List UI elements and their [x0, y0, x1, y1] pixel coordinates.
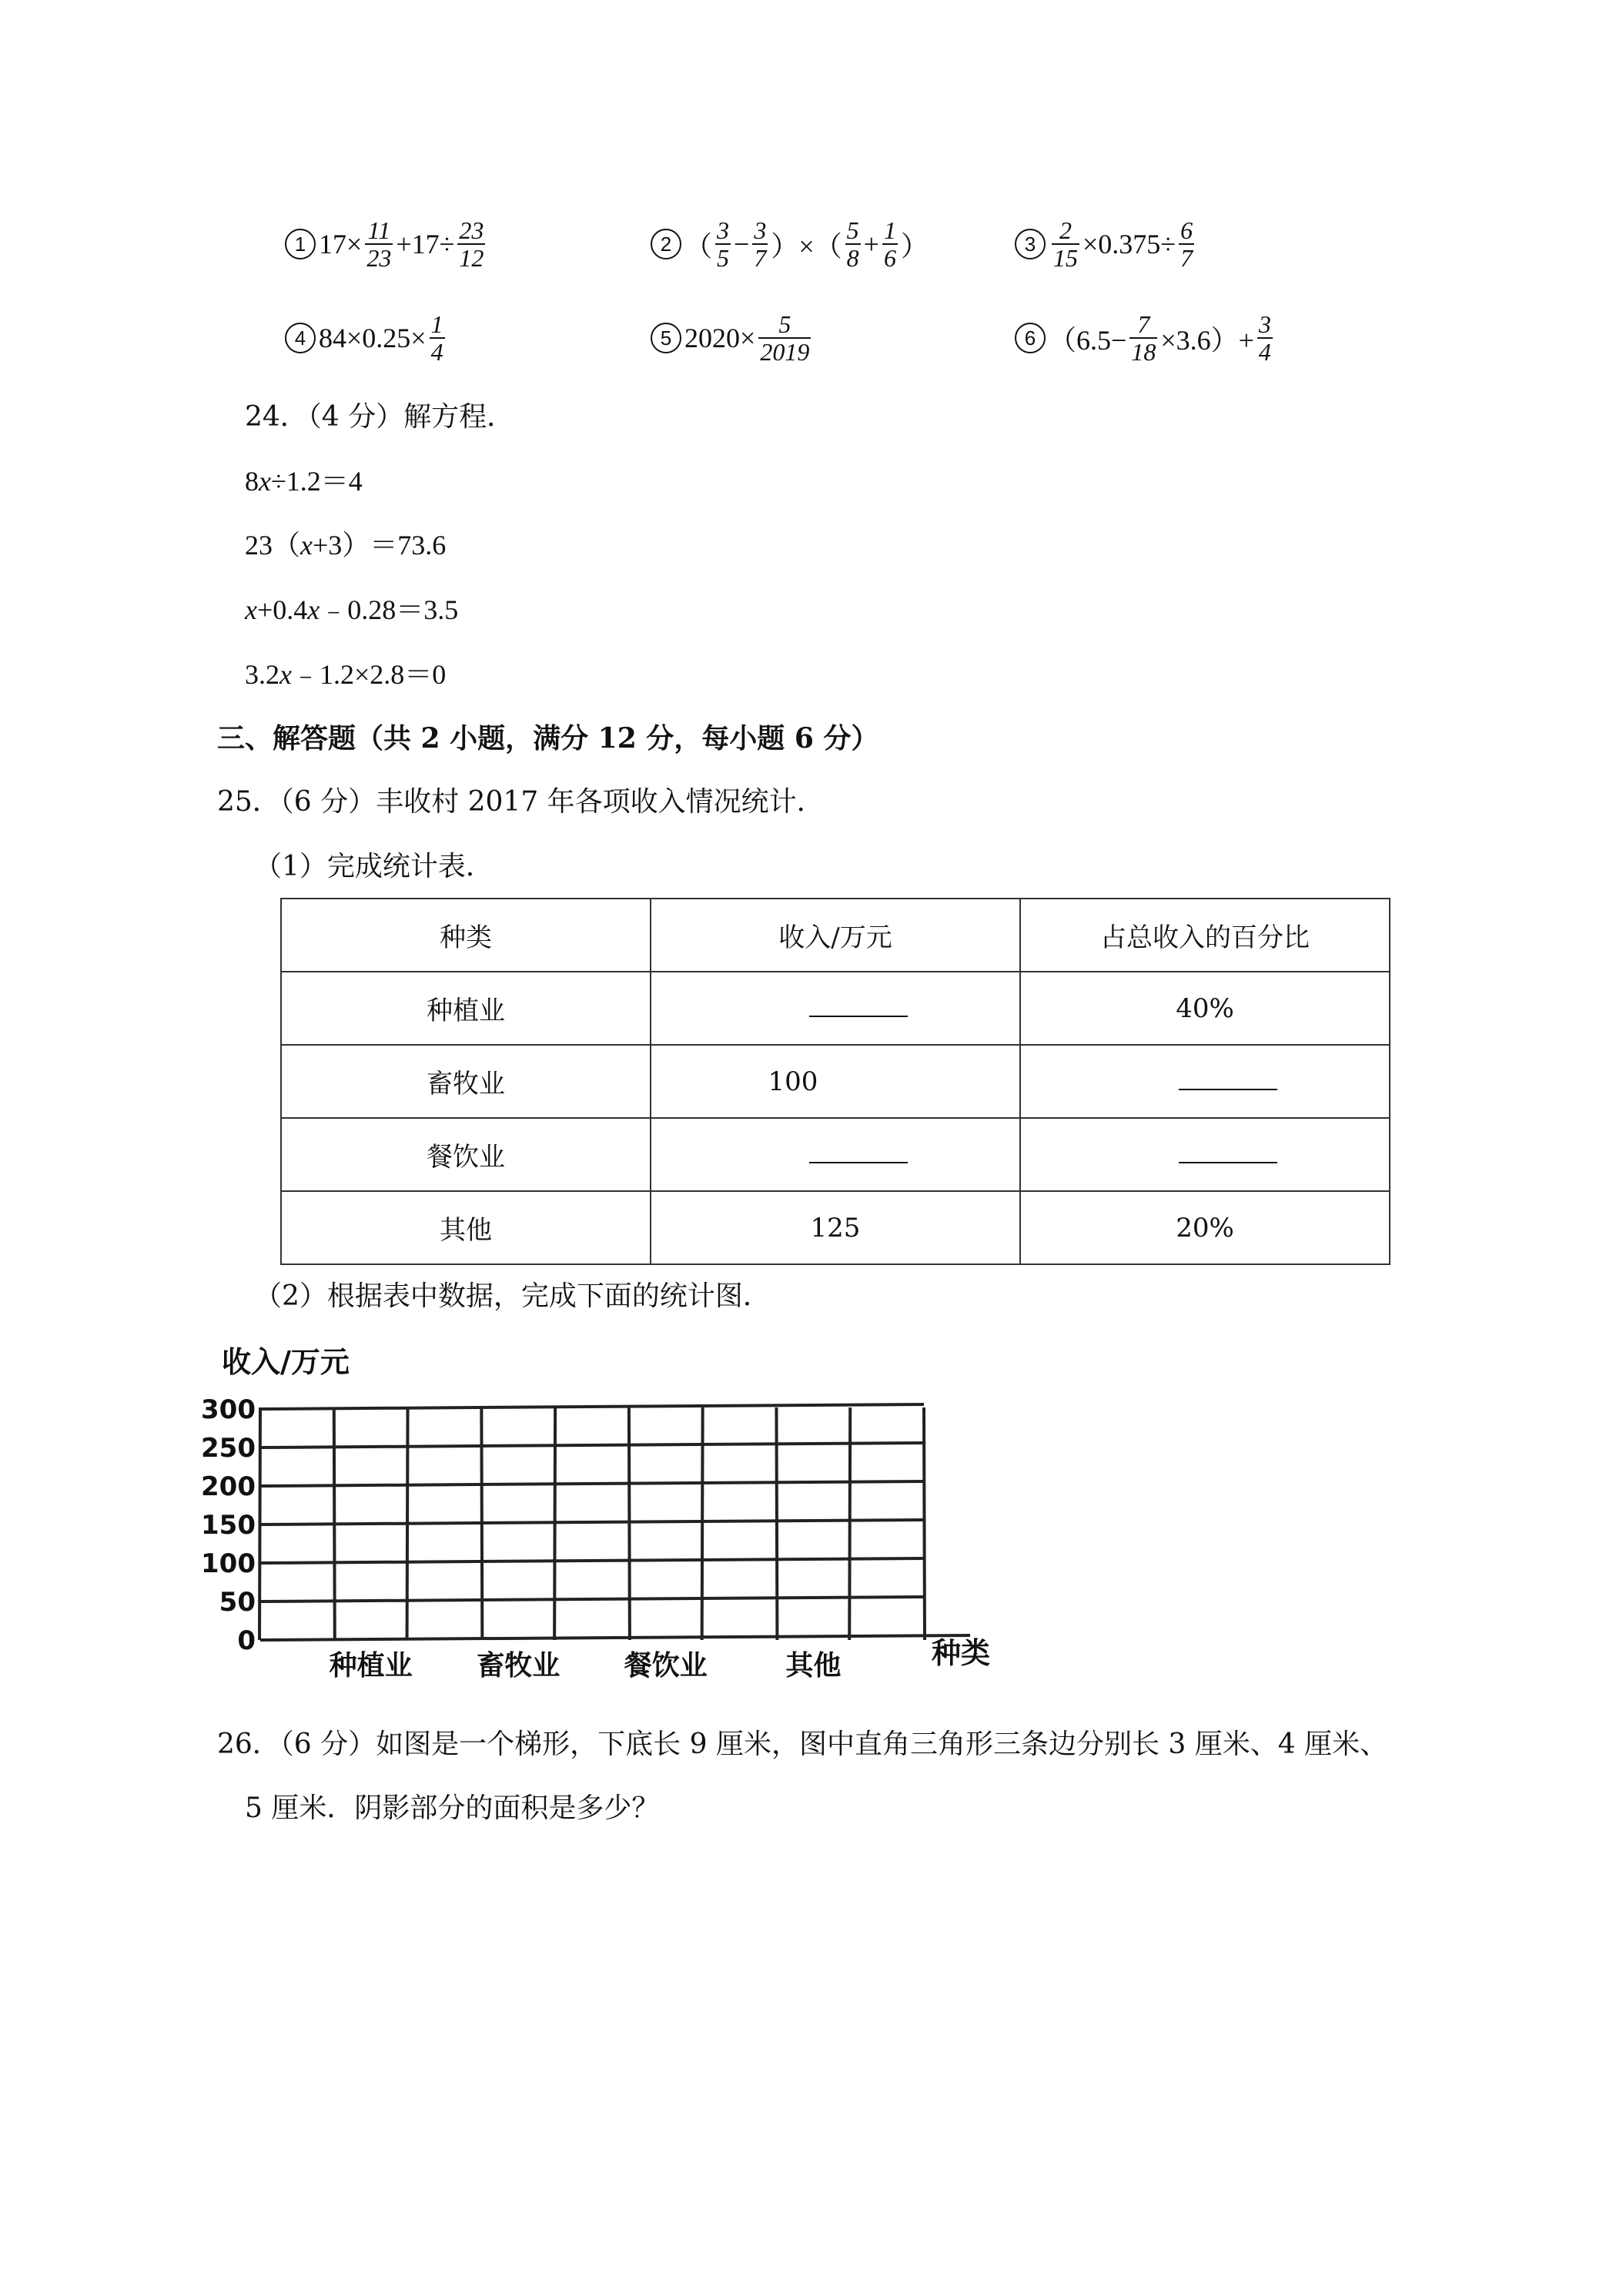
y-tick-label: 300: [201, 1394, 256, 1425]
expression-text: +: [863, 229, 879, 259]
fraction: $\frac{7}{18}$: [1131, 310, 1156, 366]
q24-equation-4: 3.2x﹣1.2×2.8＝0: [245, 659, 447, 690]
fraction: $\frac{23}{12}$: [459, 216, 484, 272]
x-axis-label: 种类: [932, 1636, 991, 1670]
expression-6: [1015, 311, 1276, 365]
q25-part2: （2）根据表中数据，完成下面的统计图．: [254, 1280, 771, 1312]
grid-line: [702, 1407, 703, 1640]
grid-line: [260, 1635, 970, 1640]
grid-line: [776, 1407, 777, 1640]
q26-line-1: 26．（6 分）如图是一个梯形，下底长 9 厘米，图中直角三角形三条边分别长 3 厘米、4 厘米、: [217, 1729, 1388, 1760]
x-category-label: 种植业: [329, 1650, 413, 1682]
item-number: 4: [285, 323, 316, 353]
income-bar-chart: [201, 1332, 1001, 1694]
fraction: $\frac{2}{15}$: [1053, 216, 1078, 272]
table-cell-blank[interactable]: [1020, 1118, 1390, 1191]
table-header: 种类: [281, 899, 651, 972]
grid-line: [407, 1407, 408, 1640]
table-row: [281, 1118, 1390, 1191]
table-cell: 其他: [281, 1191, 651, 1264]
table-row: [281, 1191, 1390, 1264]
y-tick-label: 50: [219, 1587, 256, 1618]
item-number: 3: [1015, 229, 1046, 259]
answer-blank[interactable]: [809, 1139, 908, 1163]
item-number: 5: [651, 323, 681, 353]
expression-text: （6.5−: [1049, 324, 1127, 356]
x-category-label: 其他: [785, 1650, 842, 1682]
table-row: [281, 972, 1390, 1045]
grid-line: [260, 1597, 924, 1602]
grid-line: [260, 1404, 924, 1409]
q24-equation-3: x+0.4x﹣0.28＝3.5: [245, 594, 459, 625]
q24-title: 24．（4 分）解方程．: [245, 401, 515, 433]
x-categories: [330, 1650, 842, 1682]
item-number: 6: [1015, 323, 1046, 353]
table-cell: 餐饮业: [281, 1118, 651, 1191]
grid-line: [924, 1407, 925, 1640]
expression-text: 2020×: [684, 323, 756, 353]
fraction: $\frac{5}{8}$: [846, 216, 859, 272]
expression-2: [651, 217, 929, 271]
answer-blank[interactable]: [1179, 1066, 1277, 1090]
x-category-label: 餐饮业: [624, 1650, 708, 1682]
table-cell-blank[interactable]: [651, 1118, 1020, 1191]
expression-1: [285, 217, 488, 271]
fraction: $\frac{11}{23}$: [366, 216, 392, 272]
answer-blank[interactable]: [809, 992, 908, 1017]
table-cell: 种植业: [281, 972, 651, 1045]
expression-text: ）: [900, 230, 929, 262]
table-header: 占总收入的百分比: [1020, 899, 1390, 972]
y-tick-label: 100: [201, 1548, 256, 1579]
expression-text: −: [734, 229, 750, 259]
table-cell: 125: [651, 1191, 1020, 1264]
chart-grid: [259, 1404, 970, 1640]
expression-text: ×0.375÷: [1083, 229, 1176, 259]
y-tick-label: 250: [201, 1433, 256, 1464]
grid-line: [259, 1407, 260, 1640]
expression-text: 84×0.25×: [319, 323, 427, 353]
expression-3: [1015, 217, 1197, 271]
fraction: $\frac{1}{4}$: [430, 310, 443, 366]
grid-line: [849, 1407, 850, 1640]
grid-line: [260, 1443, 924, 1448]
grid-line: [260, 1481, 924, 1486]
fraction: $\frac{3}{7}$: [754, 216, 767, 272]
table-header: 收入/万元: [651, 899, 1020, 972]
y-axis-label: 收入/万元: [222, 1345, 350, 1379]
table-cell-blank[interactable]: [651, 972, 1020, 1045]
item-number: 2: [651, 229, 681, 259]
grid-line: [481, 1407, 482, 1640]
expression-4: [285, 311, 448, 365]
expression-text: 17×: [319, 229, 363, 259]
answer-blank[interactable]: [1179, 1139, 1277, 1163]
fraction: $\frac{1}{6}$: [883, 216, 896, 272]
table-cell: 100: [651, 1045, 1020, 1118]
grid-line: [554, 1407, 555, 1640]
expression-5: [651, 311, 814, 365]
q26-line-2: 5 厘米．阴影部分的面积是多少？: [245, 1792, 660, 1824]
fraction: $\frac{6}{7}$: [1180, 216, 1193, 272]
grid-line: [629, 1407, 630, 1640]
fraction: $\frac{5}{2019}$: [760, 310, 810, 366]
x-category-label: 畜牧业: [477, 1650, 561, 1682]
table-cell: 20%: [1020, 1191, 1390, 1264]
grid-line: [334, 1407, 335, 1640]
y-tick-label: 0: [237, 1625, 256, 1656]
expression-text: ）×（: [771, 230, 842, 262]
section-heading: 三、解答题（共 2 小题，满分 12 分，每小题 6 分）: [217, 722, 879, 755]
q25-part1: （1）完成统计表．: [254, 851, 494, 882]
table-row: [281, 1045, 1390, 1118]
table-cell-blank[interactable]: [1020, 1045, 1390, 1118]
table-cell: 畜牧业: [281, 1045, 651, 1118]
grid-line: [260, 1558, 924, 1563]
expression-text: +17÷: [396, 229, 455, 259]
item-number: 1: [285, 229, 316, 259]
table-header-row: [281, 899, 1390, 972]
y-ticks: [201, 1394, 256, 1656]
y-tick-label: 150: [201, 1510, 256, 1541]
q24-equation-1: 8x÷1.2＝4: [245, 466, 363, 497]
statistics-table: [280, 898, 1390, 1265]
fraction: $\frac{3}{5}$: [717, 216, 730, 272]
q24-equation-2: 23（x+3）＝73.6: [245, 530, 447, 561]
table-cell: 40%: [1020, 972, 1390, 1045]
expression-text: ×3.6）+: [1160, 324, 1254, 356]
q25-title: 25．（6 分）丰收村 2017 年各项收入情况统计．: [217, 786, 825, 818]
fraction: $\frac{3}{4}$: [1258, 310, 1271, 366]
y-tick-label: 200: [201, 1471, 256, 1502]
grid-line: [260, 1520, 924, 1525]
expression-text: （: [684, 230, 713, 262]
